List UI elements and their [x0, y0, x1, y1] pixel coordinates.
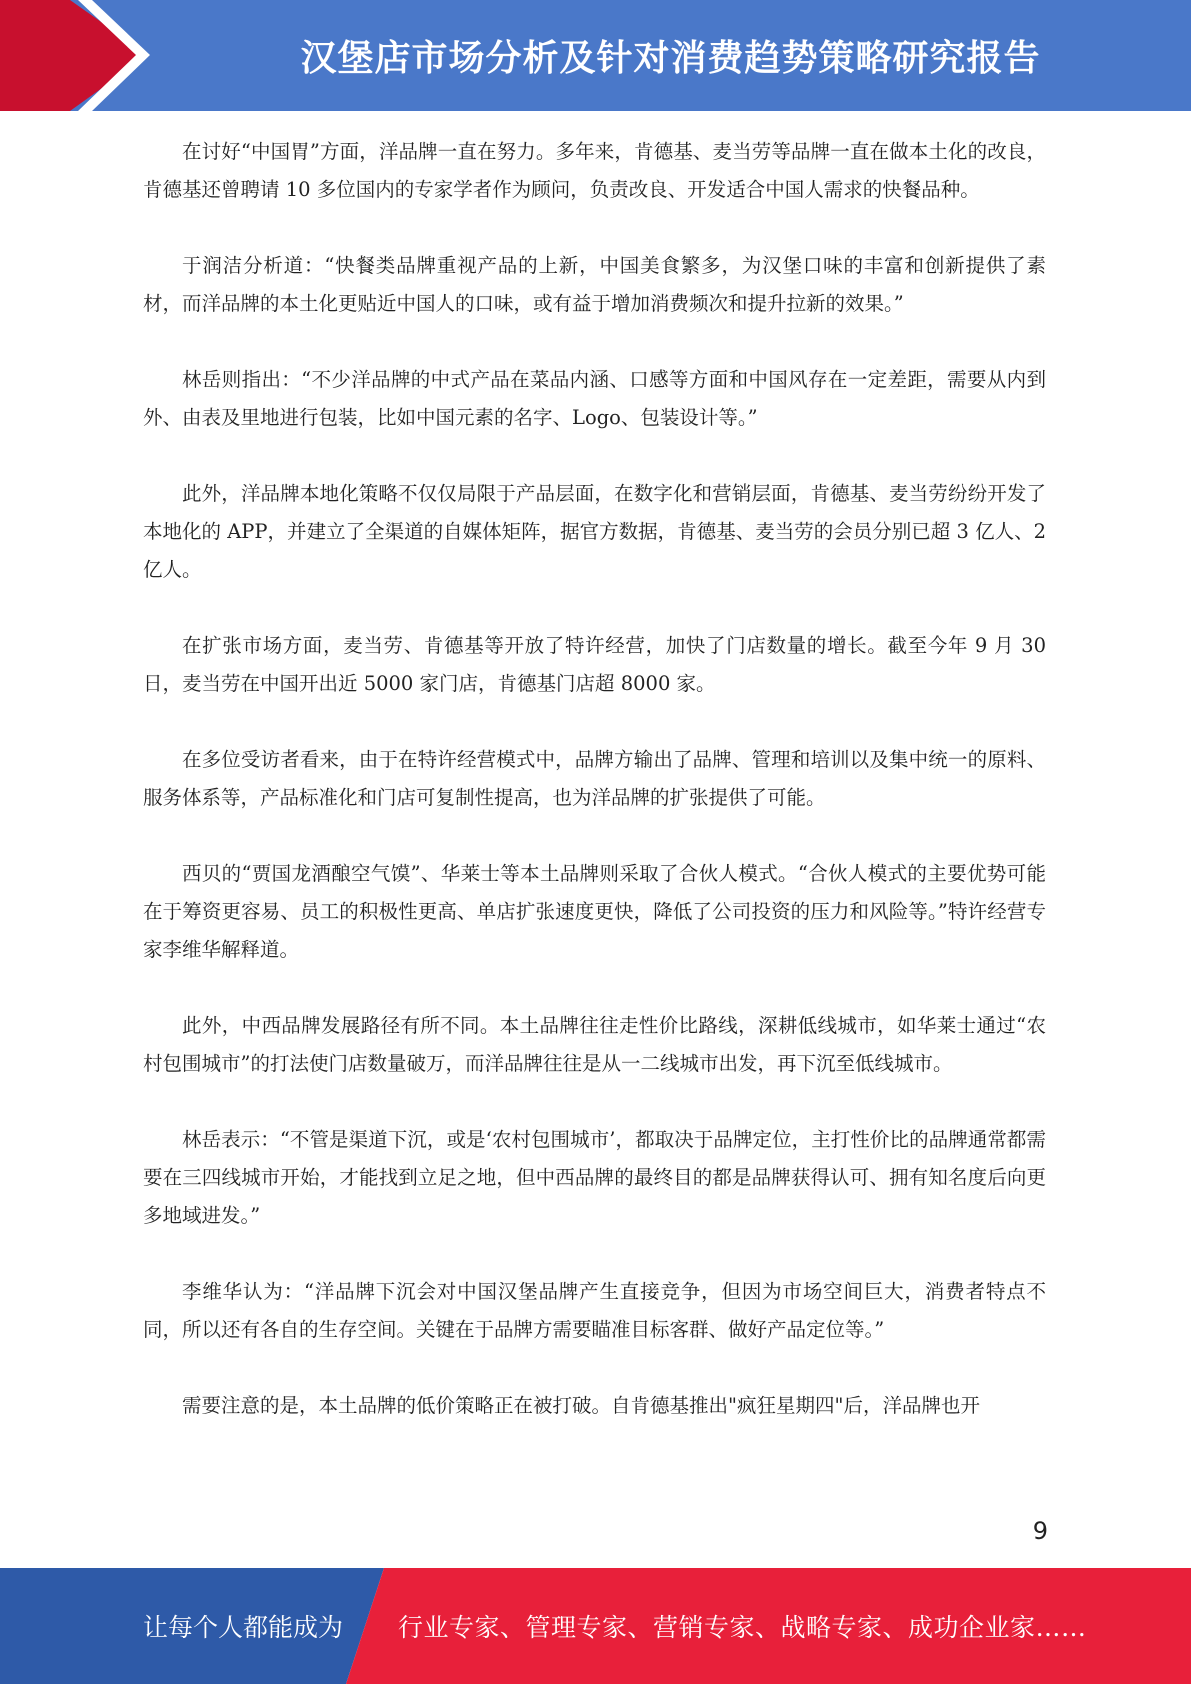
page-number: 9: [1032, 1517, 1048, 1545]
header-band: [0, 0, 1191, 111]
report-title: 汉堡店市场分析及针对消费趋势策略研究报告: [300, 38, 1041, 79]
paragraph: 西贝的“贾国龙酒酿空气馍”、华莱士等本土品牌则采取了合伙人模式。“合伙人模式的主要优势可能在于筹资更容易、员工的积极性更高、单店扩张速度更快，降低了公司投资的压力和风险等。”特许经营专家李维华解释道。: [143, 862, 1046, 961]
paragraph: 于润洁分析道：“快餐类品牌重视产品的上新，中国美食繁多，为汉堡口味的丰富和创新提供了素材，而洋品牌的本土化更贴近中国人的口味，或有益于增加消费频次和提升拉新的效果。”: [143, 254, 1046, 315]
paragraph: 在多位受访者看来，由于在特许经营模式中，品牌方输出了品牌、管理和培训以及集中统一的原料、服务体系等，产品标准化和门店可复制性提高，也为洋品牌的扩张提供了可能。: [143, 748, 1046, 809]
document-body: [143, 133, 1046, 1463]
paragraph: 需要注意的是，本土品牌的低价策略正在被打破。自肯德基推出"疯狂星期四"后，洋品牌也开: [182, 1394, 980, 1417]
paragraph: 此外，中西品牌发展路径有所不同。本土品牌往往走性价比路线，深耕低线城市，如华莱士通过“农村包围城市”的打法使门店数量破万，而洋品牌往往是从一二线城市出发，再下沉至低线城市。: [143, 1014, 1046, 1075]
paragraph: 李维华认为：“洋品牌下沉会对中国汉堡品牌产生直接竞争，但因为市场空间巨大，消费者特点不同，所以还有各自的生存空间。关键在于品牌方需要瞄准目标客群、做好产品定位等。”: [143, 1280, 1046, 1341]
paragraph: 林岳表示：“不管是渠道下沉，或是‘农村包围城市’，都取决于品牌定位，主打性价比的品牌通常都需要在三四线城市开始，才能找到立足之地，但中西品牌的最终目的都是品牌获得认可、拥有知名度后向更多地域进发。”: [143, 1128, 1046, 1227]
footer-slogan-left: 让每个人都能成为: [143, 1613, 344, 1642]
paragraph: 林岳则指出：“不少洋品牌的中式产品在菜品内涵、口感等方面和中国风存在一定差距，需要从内到外、由表及里地进行包装，比如中国元素的名字、Logo、包装设计等。”: [143, 368, 1046, 429]
footer-slogan-right: 行业专家、管理专家、营销专家、战略专家、成功企业家……: [398, 1613, 1087, 1642]
footer-band: [0, 1568, 1191, 1684]
paragraph: 在讨好“中国胃”方面，洋品牌一直在努力。多年来，肯德基、麦当劳等品牌一直在做本土化的改良，肯德基还曾聘请 10 多位国内的专家学者作为顾问，负责改良、开发适合中国人需求的快餐品种。: [143, 140, 1046, 201]
paragraph: 在扩张市场方面，麦当劳、肯德基等开放了特许经营，加快了门店数量的增长。截至今年 9 月 30 日，麦当劳在中国开出近 5000 家门店，肯德基门店超 8000 家。: [143, 634, 1046, 695]
paragraph: 此外，洋品牌本地化策略不仅仅局限于产品层面，在数字化和营销层面，肯德基、麦当劳纷纷开发了本地化的 APP，并建立了全渠道的自媒体矩阵，据官方数据，肯德基、麦当劳的会员分别已超 3 亿人、2 亿人。: [143, 482, 1046, 581]
header-red-arrow: [0, 0, 148, 111]
